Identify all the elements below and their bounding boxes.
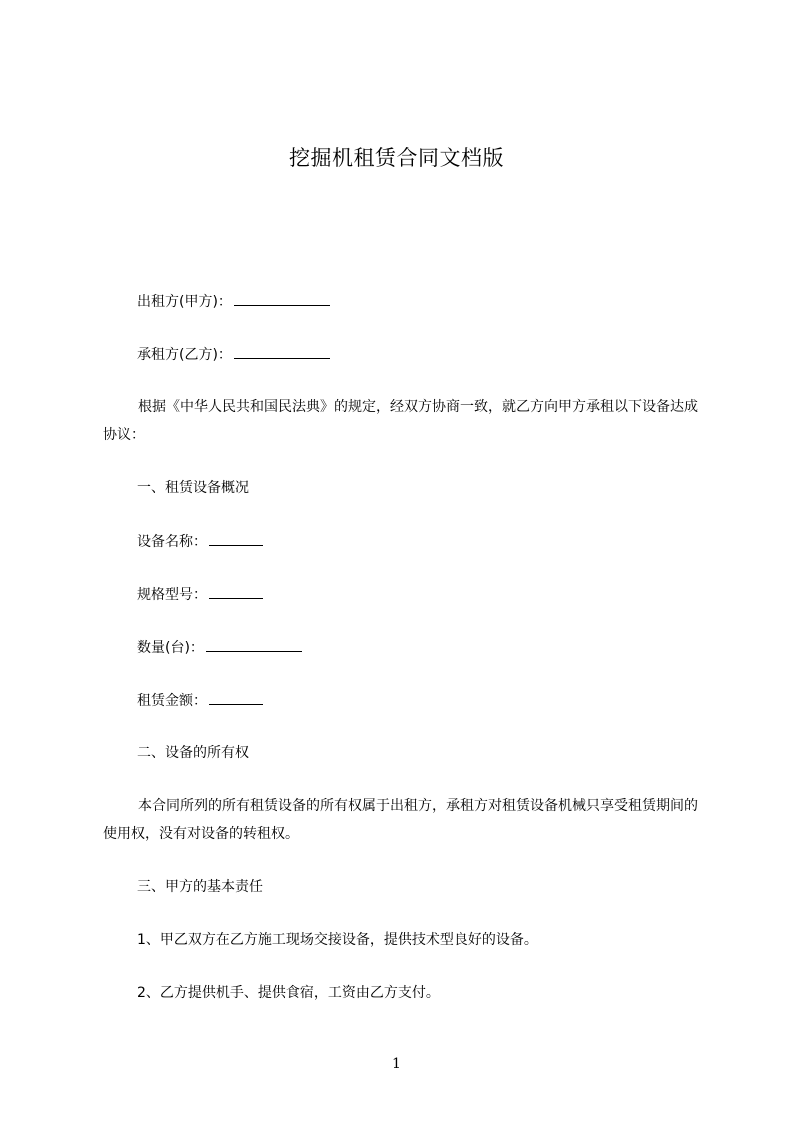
page-number: 1 [392,1056,401,1072]
rental-amount-blank [209,690,263,705]
equipment-name-line [137,531,263,552]
section2-heading: 二、设备的所有权 [137,745,249,761]
lessor-blank [234,291,330,306]
lessee-line [137,344,330,365]
equipment-name-label: 设备名称： [137,534,207,550]
quantity-blank [206,637,302,652]
lessee-label: 承租方(乙方)： [137,347,232,363]
list-item-1: 1、甲乙双方在乙方施工现场交接设备，提供技术型良好的设备。 [137,932,538,948]
list-item-2: 2、乙方提供机手、提供食宿，工资由乙方支付。 [137,985,440,1001]
section3-heading: 三、甲方的基本责任 [137,879,263,895]
section1-heading: 一、租赁设备概况 [137,480,249,496]
quantity-label: 数量(台)： [137,640,204,656]
equipment-name-blank [209,531,263,546]
model-spec-label: 规格型号： [137,587,207,603]
lessor-label: 出租方(甲方)： [137,294,232,310]
rental-amount-line [137,690,263,711]
document-title: 挖掘机租赁合同文档版 [289,146,504,170]
lessee-blank [234,344,330,359]
lessor-line [137,291,330,312]
model-spec-line [137,584,263,605]
intro-paragraph: 根据《中华人民共和国民法典》的规定，经双方协商一致，就乙方向甲方承租以下设备达成协议： [103,399,698,443]
quantity-line [137,637,302,658]
ownership-paragraph: 本合同所列的所有租赁设备的所有权属于出租方，承租方对租赁设备机械只享受租赁期间的使用权，没有对设备的转租权。 [103,798,698,842]
rental-amount-label: 租赁金额： [137,693,207,709]
model-spec-blank [209,584,263,599]
